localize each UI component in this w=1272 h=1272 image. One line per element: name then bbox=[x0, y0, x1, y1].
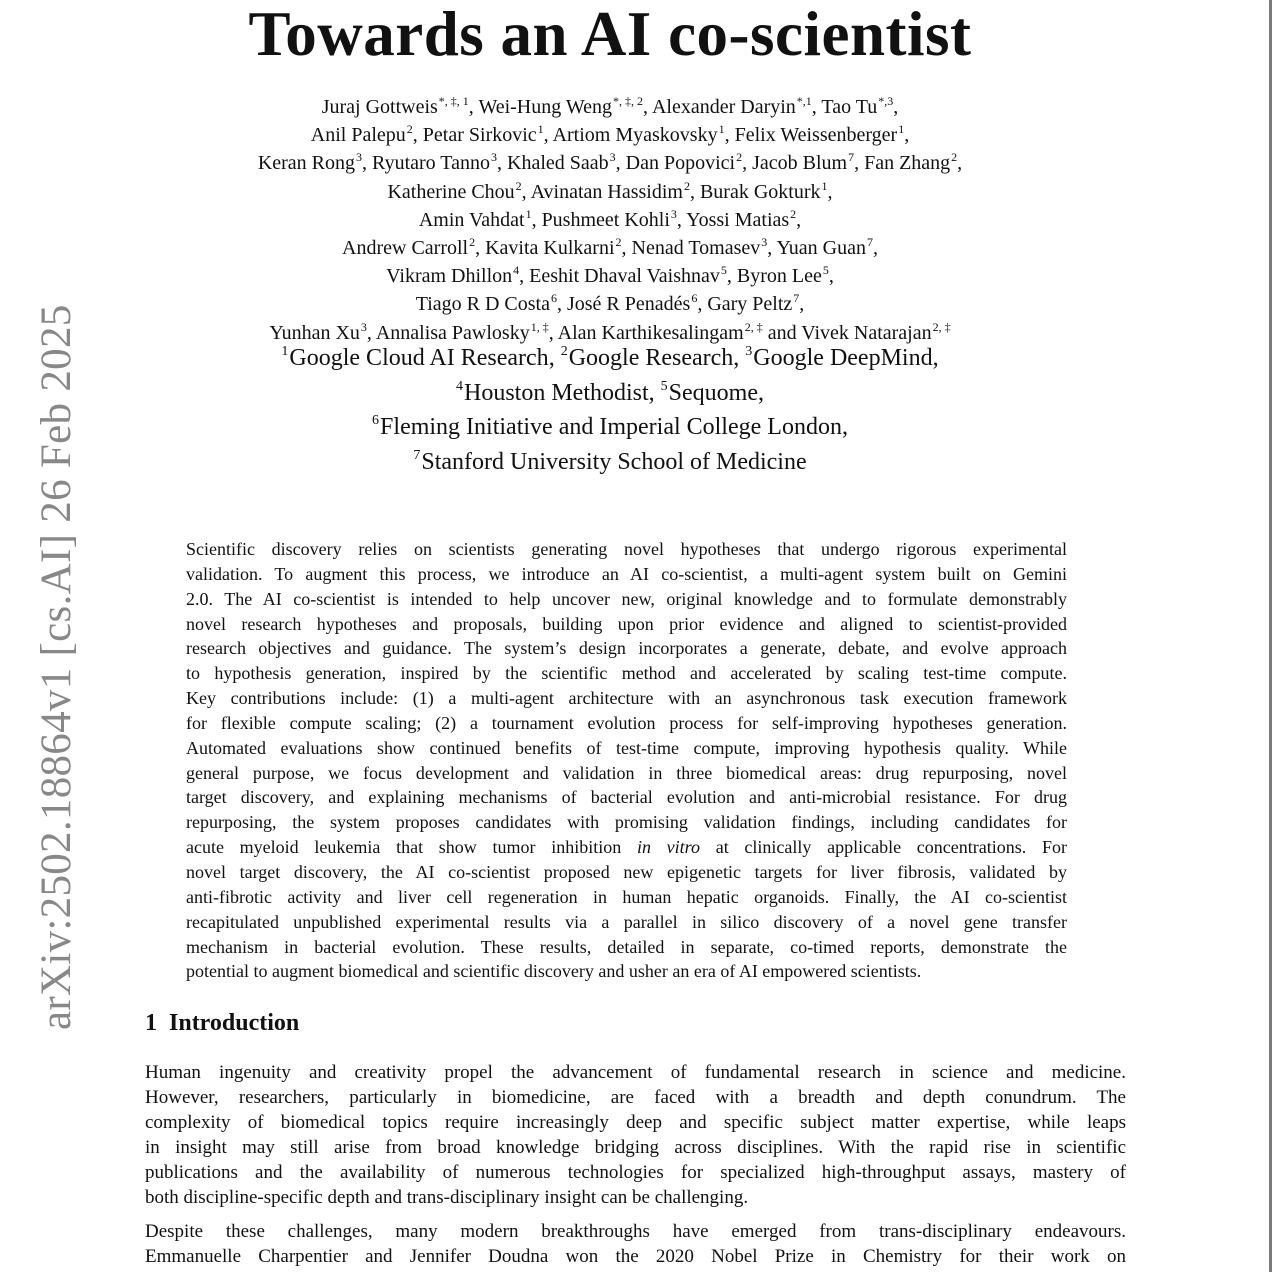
author-separator: , bbox=[676, 208, 687, 231]
author-affiliation-marker: 2 bbox=[515, 178, 522, 193]
author-separator: , bbox=[767, 237, 777, 260]
author-name: Tao Tu bbox=[821, 96, 878, 118]
affiliation-name: Google Cloud AI Research bbox=[289, 345, 549, 371]
author-name: Burak Gokturk bbox=[699, 180, 821, 203]
author-name: Wei-Hung Weng bbox=[478, 96, 613, 118]
author-name: Pushmeet Kohli bbox=[541, 208, 670, 231]
author-affiliation-marker: 2, ‡ bbox=[932, 319, 951, 334]
author-name: Alexander Daryin bbox=[651, 96, 796, 118]
author-separator: , bbox=[726, 265, 737, 288]
author-separator: , bbox=[468, 96, 479, 118]
author-separator: , bbox=[548, 321, 558, 344]
author-name: Alan Karthikesalingam bbox=[557, 321, 744, 344]
author-name: Petar Sirkovic bbox=[422, 124, 537, 147]
author-name: Yunhan Xu bbox=[269, 321, 360, 344]
author-affiliation-marker: 2 bbox=[406, 122, 413, 137]
paragraph-line: Despite these challenges, many modern breakthroughs have emerged from trans-disciplinary endeavours. bbox=[145, 1221, 1126, 1242]
author-line bbox=[0, 207, 1220, 235]
author-affiliation-marker: 6 bbox=[691, 291, 698, 306]
affiliation-number: 2 bbox=[560, 344, 568, 359]
author-affiliation-marker: 1 bbox=[898, 122, 905, 137]
author-separator: , bbox=[531, 208, 542, 231]
author-separator: , bbox=[615, 152, 626, 175]
author-affiliation-marker: 4 bbox=[513, 263, 520, 278]
affiliation-line bbox=[0, 447, 1220, 482]
author-name: Keran Rong bbox=[257, 152, 356, 175]
abstract-line bbox=[186, 835, 1067, 860]
author-name: Ryutaro Tanno bbox=[372, 152, 490, 175]
author-name: Felix Weissenberger bbox=[734, 124, 898, 147]
author-separator: , bbox=[811, 96, 822, 118]
affiliation-separator: , bbox=[841, 414, 848, 441]
author-line bbox=[0, 94, 1220, 122]
abstract-line: potential to augment biomedical and scientific discovery and usher an era of AI empowered scientists. bbox=[186, 961, 922, 982]
affiliation-line bbox=[0, 343, 1220, 378]
author-separator: , bbox=[893, 96, 899, 118]
author-separator: , bbox=[643, 96, 652, 118]
author-separator: , bbox=[697, 293, 708, 316]
author-line bbox=[0, 122, 1220, 150]
author-list bbox=[0, 94, 1220, 348]
abstract-line: research objectives and guidance. The system’s design incorporates a generate, debate, and evolve approach bbox=[186, 638, 1067, 659]
affiliation-number: 4 bbox=[455, 378, 463, 394]
author-name: Eeshit Dhaval Vaishnav bbox=[529, 265, 720, 288]
author-affiliation-marker: 3 bbox=[360, 319, 367, 334]
author-name: Juraj Gottweis bbox=[321, 96, 438, 118]
author-name: Artiom Myaskovsky bbox=[552, 124, 718, 147]
author-separator: , bbox=[412, 124, 423, 147]
intro-paragraph-1 bbox=[145, 1061, 1126, 1210]
affiliation-separator: , bbox=[758, 379, 764, 406]
author-separator: , bbox=[742, 152, 753, 175]
affiliation-number: 1 bbox=[281, 344, 289, 359]
author-name: Fan Zhang bbox=[864, 152, 951, 175]
author-separator: , bbox=[828, 265, 834, 288]
abstract-line: mechanism in bacterial evolution. These results, detailed in separate, co-timed reports, demonstrate the bbox=[186, 936, 1067, 957]
author-affiliation-marker: *, ‡, 1 bbox=[438, 94, 469, 108]
author-name: Tiago R D Costa bbox=[415, 293, 550, 316]
abstract-line: general purpose, we focus development and validation in three biomedical areas: drug repurposing, novel bbox=[186, 762, 1067, 783]
author-affiliation-marker: 5 bbox=[720, 263, 727, 278]
author-separator: , bbox=[904, 124, 910, 147]
affiliation-line bbox=[0, 378, 1220, 413]
author-separator: , bbox=[957, 152, 963, 175]
affiliation-separator: , bbox=[733, 345, 746, 371]
affiliation-name: Stanford University School of Medicine bbox=[421, 449, 807, 476]
author-affiliation-marker: 1 bbox=[821, 178, 828, 193]
paragraph-line: complexity of biomedical topics require increasingly deep and specific subject matter expertise, while leaps bbox=[145, 1111, 1126, 1133]
author-separator: , bbox=[872, 237, 878, 260]
abstract-line: target discovery, and explaining mechanisms of bacterial evolution and anti-microbial resistance. For drug bbox=[186, 787, 1067, 808]
author-line bbox=[0, 235, 1220, 263]
author-affiliation-marker: *,1 bbox=[796, 94, 812, 108]
abstract-line: anti-fibrotic activity and liver cell regeneration in human hepatic organoids. Finally, the AI co-scientist bbox=[186, 886, 1067, 907]
author-name: Gary Peltz bbox=[707, 293, 793, 316]
section-title: Introduction bbox=[169, 1010, 300, 1036]
abstract-line: repurposing, the system proposes candidates with promising validation findings, including candidates for bbox=[186, 812, 1067, 833]
author-line bbox=[0, 263, 1220, 291]
author-affiliation-marker: 3 bbox=[609, 150, 616, 165]
author-separator: , bbox=[366, 321, 376, 344]
affiliation-number: 5 bbox=[660, 378, 668, 394]
author-name: José R Penadés bbox=[566, 293, 691, 316]
author-separator: , bbox=[724, 124, 735, 147]
author-affiliation-marker: 3 bbox=[491, 150, 497, 165]
author-line bbox=[0, 291, 1220, 319]
author-affiliation-marker: 1, ‡ bbox=[530, 319, 549, 334]
section-heading-introduction bbox=[145, 1010, 299, 1037]
author-name: Nenad Tomasev bbox=[631, 237, 761, 260]
author-affiliation-marker: *, ‡, 2 bbox=[613, 94, 644, 108]
affiliation-line bbox=[0, 412, 1220, 447]
author-name: Jacob Blum bbox=[752, 152, 848, 175]
author-name: Byron Lee bbox=[736, 265, 822, 288]
author-name: Annalisa Pawlosky bbox=[375, 321, 530, 344]
author-affiliation-marker: 3 bbox=[761, 235, 768, 250]
author-name: Anil Palepu bbox=[310, 124, 406, 147]
author-affiliation-marker: 2 bbox=[736, 150, 743, 165]
paragraph-line: both discipline-specific depth and trans-disciplinary insight can be challenging. bbox=[145, 1186, 749, 1208]
author-line bbox=[0, 179, 1220, 207]
author-separator: , bbox=[796, 208, 802, 231]
author-affiliation-marker: 7 bbox=[866, 235, 873, 250]
author-name: Khaled Saab bbox=[507, 152, 609, 175]
author-name: Dan Popovici bbox=[625, 152, 736, 175]
abstract-line: Automated evaluations show continued benefits of test-time compute, improving hypothesis quality. While bbox=[186, 737, 1067, 758]
author-name: Katherine Chou bbox=[387, 180, 515, 203]
arxiv-identifier-stamp: arXiv:2502.18864v1 [cs.AI] 26 Feb 2025 bbox=[33, 304, 80, 1030]
author-separator: , bbox=[497, 152, 507, 175]
paper-title: Towards an AI co-scientist bbox=[248, 0, 972, 69]
author-name: Yuan Guan bbox=[776, 237, 866, 260]
paragraph-line: in insight may still arise from broad knowledge bridging across disciplines. With the rapid rise in scientific bbox=[145, 1136, 1126, 1158]
abstract-line: 2.0. The AI co-scientist is intended to help uncover new, original knowledge and to formulate demonstrably bbox=[186, 588, 1067, 609]
author-separator: , bbox=[556, 293, 567, 316]
affiliation-number: 6 bbox=[372, 413, 380, 429]
abstract-line: for flexible compute scaling; (2) a tournament evolution process for self-improving hypotheses generation. bbox=[186, 712, 1067, 733]
paragraph-line: publications and the availability of numerous technologies for specialized high-throughput assays, mastery of bbox=[145, 1161, 1126, 1183]
author-separator: and bbox=[762, 321, 802, 344]
author-affiliation-marker: 2 bbox=[615, 235, 622, 250]
abstract-text: at clinically applicable concentrations. For bbox=[700, 837, 1067, 858]
abstract-line: Scientific discovery relies on scientists generating novel hypotheses that undergo rigorous experimental bbox=[186, 539, 1067, 559]
author-affiliation-marker: 2 bbox=[683, 178, 690, 193]
paragraph-line: Human ingenuity and creativity propel the advancement of fundamental research in science and medicine. bbox=[145, 1062, 1126, 1083]
author-affiliation-marker: 2 bbox=[951, 150, 958, 165]
abstract-italic-term: in vitro bbox=[636, 837, 700, 858]
affiliation-name: Google Research bbox=[568, 345, 734, 371]
author-affiliation-marker: 3 bbox=[356, 150, 363, 165]
author-separator: , bbox=[521, 180, 531, 203]
author-affiliation-marker: 2, ‡ bbox=[744, 319, 763, 334]
abstract-line: novel research hypotheses and proposals, building upon prior evidence and aligned to scientist-provided bbox=[186, 613, 1067, 634]
author-affiliation-marker: 1 bbox=[718, 122, 725, 137]
author-affiliation-marker: 7 bbox=[793, 291, 800, 306]
affiliation-separator: , bbox=[648, 379, 661, 406]
affiliation-name: Sequome bbox=[668, 379, 758, 406]
author-affiliation-marker: 2 bbox=[790, 206, 797, 221]
author-name: Vivek Natarajan bbox=[801, 321, 932, 344]
author-name: Avinatan Hassidim bbox=[530, 180, 683, 203]
affiliation-name: Houston Methodist bbox=[463, 379, 649, 406]
author-line bbox=[0, 150, 1220, 178]
author-separator: , bbox=[519, 265, 530, 288]
author-name: Andrew Carroll bbox=[342, 237, 469, 260]
abstract-line: Key contributions include: (1) a multi-agent architecture with an asynchronous task execution framework bbox=[186, 688, 1067, 709]
abstract-line: novel target discovery, the AI co-scientist proposed new epigenetic targets for liver fibrosis, validated by bbox=[186, 861, 1067, 882]
author-separator: , bbox=[854, 152, 865, 175]
author-name: Amin Vahdat bbox=[418, 208, 525, 231]
author-affiliation-marker: 1 bbox=[525, 206, 532, 221]
author-separator: , bbox=[362, 152, 373, 175]
author-separator: , bbox=[621, 237, 632, 260]
abstract-line: recapitulated unpublished experimental results via a parallel in silico discovery of a novel gene transfer bbox=[186, 911, 1067, 932]
affiliation-name: Fleming Initiative and Imperial College London bbox=[380, 414, 842, 441]
author-affiliation-marker: 1 bbox=[537, 122, 544, 137]
author-name: Yossi Matias bbox=[686, 208, 790, 231]
intro-paragraph-2 bbox=[145, 1220, 1126, 1270]
author-affiliation-marker: 5 bbox=[822, 263, 829, 278]
affiliation-number: 3 bbox=[745, 344, 753, 359]
abstract-line: to hypothesis generation, inspired by the scientific method and accelerated by scaling test-time compute. bbox=[186, 663, 1067, 684]
author-affiliation-marker: 6 bbox=[550, 291, 557, 306]
author-separator: , bbox=[689, 180, 700, 203]
affiliation-separator: , bbox=[548, 345, 561, 371]
author-separator: , bbox=[799, 293, 805, 316]
paragraph-line: However, researchers, particularly in biomedicine, are faced with a breadth and depth conundrum. The bbox=[145, 1086, 1126, 1108]
author-affiliation-marker: 7 bbox=[848, 150, 855, 165]
affiliation-list bbox=[0, 343, 1220, 482]
abstract-line: validation. To augment this process, we introduce an AI co-scientist, a multi-agent system built on Gemini bbox=[186, 563, 1067, 584]
abstract-text: acute myeloid leukemia that show tumor inhibition bbox=[186, 837, 637, 858]
affiliation-name: Google DeepMind bbox=[753, 345, 933, 371]
paragraph-line: Emmanuelle Charpentier and Jennifer Doudna won the 2020 Nobel Prize in Chemistry for their work on bbox=[145, 1245, 1126, 1267]
author-name: Kavita Kulkarni bbox=[485, 237, 615, 260]
author-separator: , bbox=[827, 180, 833, 203]
affiliation-number: 7 bbox=[413, 448, 421, 464]
author-affiliation-marker: 2 bbox=[469, 235, 476, 250]
author-separator: , bbox=[543, 124, 553, 147]
author-affiliation-marker: 3 bbox=[670, 206, 677, 221]
section-number: 1 bbox=[145, 1010, 157, 1036]
author-separator: , bbox=[475, 237, 486, 260]
affiliation-separator: , bbox=[932, 345, 939, 371]
author-name: Vikram Dhillon bbox=[386, 265, 513, 288]
author-affiliation-marker: *,3 bbox=[878, 94, 894, 108]
abstract bbox=[186, 537, 1067, 984]
